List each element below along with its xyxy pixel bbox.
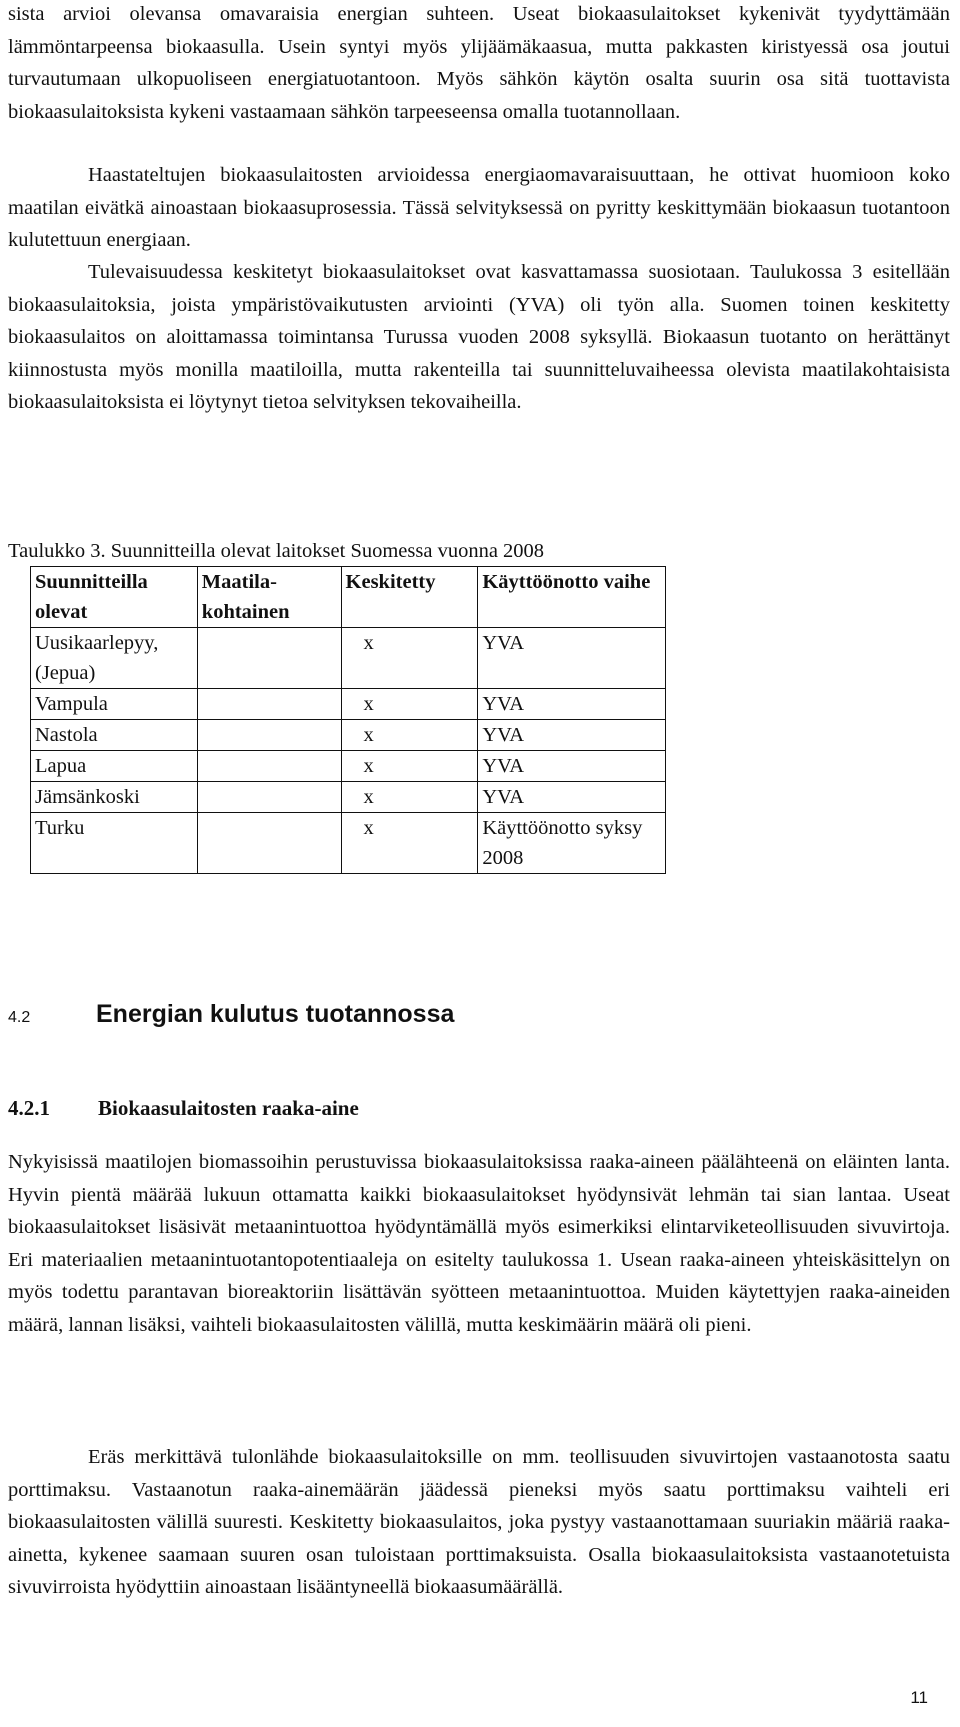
subsection-heading bbox=[8, 1096, 359, 1121]
table-row bbox=[31, 720, 666, 751]
table-cell: x bbox=[341, 751, 478, 782]
table-row bbox=[31, 689, 666, 720]
table-cell: Jämsänkoski bbox=[31, 782, 198, 813]
table-cell: Lapua bbox=[31, 751, 198, 782]
table-cell bbox=[197, 813, 341, 874]
table-cell bbox=[197, 628, 341, 689]
subsection-number: 4.2.1 bbox=[8, 1096, 50, 1120]
plants-table bbox=[30, 566, 666, 874]
paragraph-top-3: Tulevaisuudessa keskitetyt biokaasulaitokset ovat kasvattamassa suosiotaan. Taulukossa 3 esitellään biokaasulaitoksia, joista ympäristövaikutusten arviointi (YVA) oli työn alla. Suomen toinen keskitetty biokaasulaitos on aloittamassa toimintansa Turussa vuoden 2008 syksyllä. Biokaasun tuotanto on herättänyt kiinnostusta myös monilla maatiloilla, mutta rakenteilla tai suunnitteluvaiheessa olevista maatilakohtaisista biokaasulaitoksista ei löytynyt tietoa selvityksen tekovaiheilla. bbox=[8, 261, 950, 413]
table-cell bbox=[197, 689, 341, 720]
table-cell: x bbox=[341, 813, 478, 874]
table-header-row bbox=[31, 567, 666, 628]
table-cell: Uusikaarlepyy, (Jepua) bbox=[31, 628, 198, 689]
header-cell: Maatila-kohtainen bbox=[197, 567, 341, 628]
table-cell: x bbox=[341, 689, 478, 720]
header-cell: Suunnitteilla olevat bbox=[31, 567, 198, 628]
table-cell bbox=[197, 720, 341, 751]
subsection-title: Biokaasulaitosten raaka-aine bbox=[98, 1096, 359, 1120]
table-cell: YVA bbox=[478, 689, 666, 720]
table-cell: YVA bbox=[478, 751, 666, 782]
table-row bbox=[31, 751, 666, 782]
paragraph-bottom-1: Nykyisissä maatilojen biomassoihin perustuvissa biokaasulaitoksissa raaka-aineen päälähteenä on eläinten lanta. Hyvin pientä määrää lukuun ottamatta kaikki biokaasulaitokset hyödynsivät lehmän tai sian lantaa. Useat biokaasulaitokset lisäsivät metaanintuottoa hyödyntämällä myös esimerkiksi elintarviketeollisuuden sivuvirtoja. Eri materiaalien metaanintuotantopotentiaaleja on esitelty taulukossa 1. Usean raaka-aineen yhteiskäsittelyn on myös todettu parantavan bioreaktoriin lisättävän syötteen metaanintuottoa. Muiden käytettyjen raaka-aineiden määrä, lannan lisäksi, vaihteli biokaasulaitosten välillä, mutta keskimäärin määrä oli pieni. bbox=[8, 1151, 950, 1336]
header-cell: Käyttöönotto vaihe bbox=[478, 567, 666, 628]
table-row bbox=[31, 782, 666, 813]
table-cell bbox=[197, 751, 341, 782]
page-number: 11 bbox=[910, 1688, 928, 1707]
table-row bbox=[31, 628, 666, 689]
paragraph-bottom-2: Eräs merkittävä tulonlähde biokaasulaitoksille on mm. teollisuuden sivuvirtojen vastaanotosta saatu porttimaksu. Vastaanotun raaka-ainemäärän jäädessä pieneksi myös saatu porttimaksu vaihteli eri biokaasulaitosten välillä suuresti. Keskitetty biokaasulaitos, joka pystyy vastaanottamaan suuriakin määriä raaka-ainetta, kykenee saamaan suuren osan tuloistaan porttimaksuista. Osalla biokaasulaitoksista vastaanotetuista sivuvirroista hyödyttiin ainoastaan lisääntyneellä biokaasumäärällä. bbox=[8, 1446, 950, 1598]
table-row bbox=[31, 813, 666, 874]
table-cell: Käyttöönotto syksy 2008 bbox=[478, 813, 666, 874]
table-cell: YVA bbox=[478, 782, 666, 813]
paragraph-top-2: Haastateltujen biokaasulaitosten arvioidessa energiaomavaraisuuttaan, he ottivat huomioon koko maatilan eivätkä ainoastaan biokaasuprosessia. Tässä selvityksessä on pyritty keskittymään biokaasun tuotantoon kulutettuun energiaan. bbox=[8, 164, 950, 251]
table-cell: YVA bbox=[478, 628, 666, 689]
table-cell bbox=[197, 782, 341, 813]
section-number: 4.2 bbox=[8, 1009, 31, 1026]
table-cell: Nastola bbox=[31, 720, 198, 751]
table-caption: Taulukko 3. Suunnitteilla olevat laitokset Suomessa vuonna 2008 bbox=[8, 540, 545, 562]
table-cell: x bbox=[341, 720, 478, 751]
section-heading bbox=[8, 1000, 454, 1029]
table-cell: x bbox=[341, 782, 478, 813]
table-cell: Turku bbox=[31, 813, 198, 874]
table-cell: x bbox=[341, 628, 478, 689]
table-cell: YVA bbox=[478, 720, 666, 751]
header-cell: Keskitetty bbox=[341, 567, 478, 628]
paragraph-top-1: sista arvioi olevansa omavaraisia energian suhteen. Useat biokaasulaitokset kykenivät tyydyttämään lämmöntarpeensa biokaasulla. Usein syntyi myös ylijäämäkaasua, mutta pakkasten kiristyessä osa joutui turvautumaan ulkopuoliseen energiatuotantoon. Myös sähkön käytön osalta suurin osa sitä tuottavista biokaasulaitoksista kykeni vastaamaan sähkön tarpeeseensa omalla tuotannollaan. bbox=[8, 3, 950, 123]
table-cell: Vampula bbox=[31, 689, 198, 720]
section-title: Energian kulutus tuotannossa bbox=[96, 1000, 455, 1028]
